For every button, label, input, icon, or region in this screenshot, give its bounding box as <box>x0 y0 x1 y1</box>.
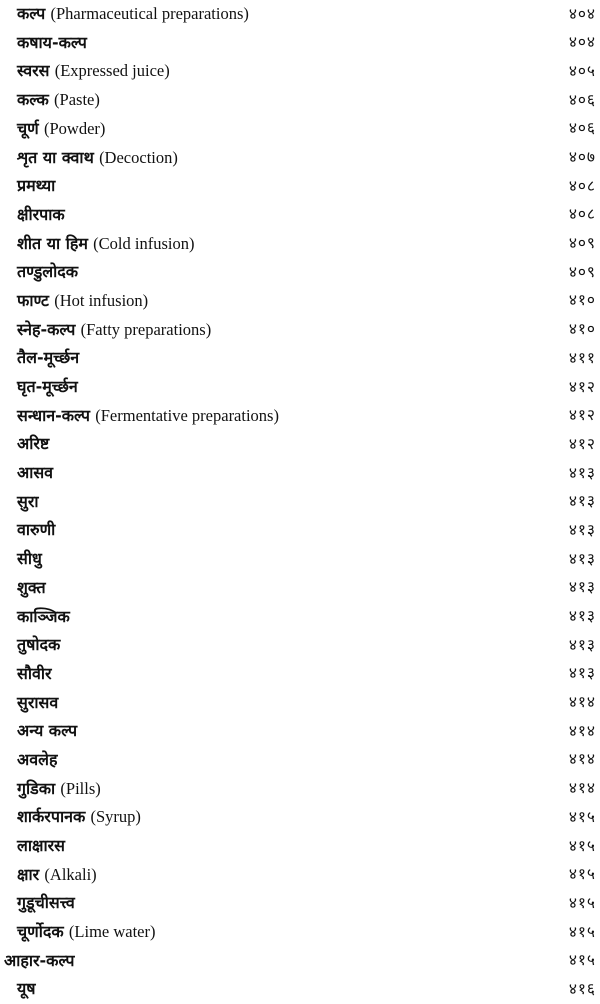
entry-title-hindi: कषाय-कल्प <box>17 32 87 52</box>
entry-title <box>0 350 79 367</box>
entry-title-hindi: शुक्त <box>17 577 46 597</box>
entry-title-english: (Decoction) <box>99 147 178 167</box>
entry-title <box>0 809 141 826</box>
entry-title <box>0 379 78 396</box>
page-number: ४०४ <box>568 33 596 52</box>
entry-title-hindi: तैल-मूर्च्छन <box>17 348 80 368</box>
entry-title <box>0 204 65 224</box>
page-number: ४१५ <box>568 893 596 912</box>
entry-title <box>0 290 149 310</box>
page-number: ४१३ <box>568 607 596 626</box>
page-number: ४१५ <box>568 922 596 941</box>
entry-title <box>0 778 101 798</box>
entry-title <box>0 6 249 23</box>
toc-entry <box>0 832 600 861</box>
entry-title-hindi: कल्प <box>17 4 46 24</box>
toc-entry <box>0 373 600 402</box>
entry-title-english: (Pharmaceutical preparations) <box>50 4 249 24</box>
entry-title <box>0 465 53 482</box>
page-number: ४१२ <box>568 406 596 425</box>
entry-title <box>0 264 78 281</box>
entry-title-hindi: प्रमथ्या <box>17 176 56 196</box>
entry-title-english: (Powder) <box>43 118 106 138</box>
toc-entry <box>0 803 600 832</box>
toc-entry <box>0 918 600 947</box>
entry-title-hindi: स्वरस <box>17 61 50 81</box>
entry-title-hindi: अरिष्ट <box>17 434 50 454</box>
entry-title <box>0 723 77 740</box>
entry-title-english: (Expressed juice) <box>54 61 170 81</box>
entry-title <box>0 637 60 654</box>
entry-title-hindi: सन्धान-कल्प <box>17 405 90 425</box>
toc-entry <box>0 201 600 230</box>
toc-entry <box>0 459 600 488</box>
entry-title <box>0 118 106 138</box>
page-number: ४०९ <box>568 234 596 253</box>
page-number: ४१० <box>568 320 596 339</box>
entry-title-hindi: शार्करपानक <box>17 807 86 827</box>
entry-title-english: (Pills) <box>60 778 101 798</box>
entry-title <box>0 577 46 597</box>
entry-title-hindi: अवलेह <box>17 749 58 769</box>
entry-title-english: (Paste) <box>54 90 100 110</box>
page-number: ४१३ <box>568 520 596 539</box>
toc-entry <box>0 631 600 660</box>
toc-entry <box>0 574 600 603</box>
page-number: ४१४ <box>568 693 596 712</box>
toc-entry <box>0 230 600 259</box>
page-number: ४०७ <box>568 148 596 167</box>
entry-title <box>0 233 195 253</box>
entry-title <box>0 749 58 769</box>
entry-title-hindi: अन्य कल्प <box>17 721 78 741</box>
entry-title <box>0 692 59 712</box>
page-number: ४०९ <box>568 262 596 281</box>
page-number: ४०८ <box>568 176 596 195</box>
toc-entry <box>0 344 600 373</box>
toc-entry <box>0 689 600 718</box>
entry-title <box>0 551 42 568</box>
entry-title <box>0 32 87 52</box>
entry-title <box>0 981 36 998</box>
page-number: ४१३ <box>568 463 596 482</box>
toc-entry <box>0 775 600 804</box>
toc-entry <box>0 0 600 29</box>
entry-title <box>0 147 178 167</box>
toc-entry <box>0 717 600 746</box>
toc-entry <box>0 287 600 316</box>
entry-title-english: (Fermentative preparations) <box>95 405 279 425</box>
entry-title-hindi: स्नेह-कल्प <box>17 319 76 339</box>
page-number: ४१० <box>568 291 596 310</box>
entry-title-hindi: आसव <box>17 463 54 483</box>
entry-title <box>0 178 55 195</box>
toc-entry <box>0 545 600 574</box>
toc-entry <box>0 86 600 115</box>
toc-entry <box>0 660 600 689</box>
entry-title <box>0 319 212 339</box>
entry-title-hindi: सुरासव <box>17 692 59 712</box>
entry-title <box>0 522 55 539</box>
entry-title <box>0 63 170 80</box>
page-number: ४१३ <box>568 635 596 654</box>
entry-title-english: (Lime water) <box>68 922 156 942</box>
entry-title-hindi: शीत या हिम <box>17 233 88 253</box>
entry-title <box>0 895 75 912</box>
page-number: ४१३ <box>568 549 596 568</box>
page-number: ४१४ <box>568 779 596 798</box>
entry-title-hindi: तण्डुलोदक <box>17 262 79 282</box>
entry-title <box>0 950 75 970</box>
entry-title <box>0 924 155 941</box>
toc-entry <box>0 172 600 201</box>
page-number: ४१५ <box>568 836 596 855</box>
page-number: ४१४ <box>568 721 596 740</box>
entry-title <box>0 92 100 109</box>
page-number: ४११ <box>568 348 596 367</box>
entry-title-english: (Hot infusion) <box>54 290 149 310</box>
page-number: ४१२ <box>568 434 596 453</box>
page-number: ४१५ <box>568 865 596 884</box>
entry-title-hindi: क्षार <box>17 864 40 884</box>
toc-entry <box>0 516 600 545</box>
entry-title-english: (Cold infusion) <box>93 233 195 253</box>
entry-title-hindi: सौवीर <box>17 663 52 683</box>
entry-title-hindi: कल्क <box>17 90 49 110</box>
page-number: ४१३ <box>568 492 596 511</box>
page-number: ४०८ <box>568 205 596 224</box>
entry-title <box>0 436 49 453</box>
toc-entry <box>0 316 600 345</box>
entry-title-hindi: यूष <box>17 979 36 999</box>
toc-entry <box>0 947 600 976</box>
entry-title-english: (Syrup) <box>90 807 141 827</box>
toc-entry <box>0 29 600 58</box>
entry-title <box>0 491 39 511</box>
page-number: ४१५ <box>568 951 596 970</box>
entry-title-english: (Fatty preparations) <box>80 319 212 339</box>
entry-title-hindi: सुरा <box>17 491 39 511</box>
toc-entry <box>0 889 600 918</box>
toc-entry <box>0 402 600 431</box>
entry-title-hindi: फाण्ट <box>17 290 49 310</box>
page-number: ४०५ <box>568 61 596 80</box>
page-number: ४१३ <box>568 664 596 683</box>
entry-title-hindi: काञ्जिक <box>17 606 70 626</box>
toc-entry <box>0 488 600 517</box>
entry-title-hindi: वारुणी <box>17 520 56 540</box>
entry-title-hindi: लाक्षारस <box>17 836 65 856</box>
entry-title <box>0 864 97 884</box>
toc-entry <box>0 430 600 459</box>
entry-title <box>0 663 52 683</box>
toc-entry <box>0 258 600 287</box>
toc-entry <box>0 746 600 775</box>
toc-entry <box>0 115 600 144</box>
entry-title-english: (Alkali) <box>44 864 97 884</box>
entry-title <box>0 838 65 855</box>
page-number: ४१२ <box>568 377 596 396</box>
entry-title-hindi: शृत या क्वाथ <box>17 147 94 167</box>
toc-entry <box>0 861 600 890</box>
entry-title <box>0 405 279 425</box>
page-number: ४१५ <box>568 807 596 826</box>
entry-title-hindi: गुडिका <box>17 778 56 798</box>
page-number: ४१६ <box>568 979 596 998</box>
page-number: ४०४ <box>568 4 596 23</box>
toc-entry <box>0 975 600 1004</box>
entry-title-hindi: चूर्ण <box>17 118 39 138</box>
toc-entry <box>0 602 600 631</box>
entry-title <box>0 606 70 626</box>
page-number: ४१३ <box>568 578 596 597</box>
entry-title-hindi: क्षीरपाक <box>17 204 65 224</box>
entry-title-hindi: घृत-मूर्च्छन <box>17 377 78 397</box>
page-number: ४१४ <box>568 750 596 769</box>
entry-title-hindi: गुडूचीसत्त्व <box>17 893 75 913</box>
entry-title-hindi: चूर्णोदक <box>17 922 64 942</box>
page-number: ४०६ <box>568 90 596 109</box>
entry-title-hindi: सीधु <box>17 549 42 569</box>
entry-title-hindi: तुषोदक <box>17 635 61 655</box>
page-number: ४०६ <box>568 119 596 138</box>
toc-entry <box>0 143 600 172</box>
entry-title-hindi: आहार-कल्प <box>4 950 75 970</box>
toc-entry <box>0 57 600 86</box>
